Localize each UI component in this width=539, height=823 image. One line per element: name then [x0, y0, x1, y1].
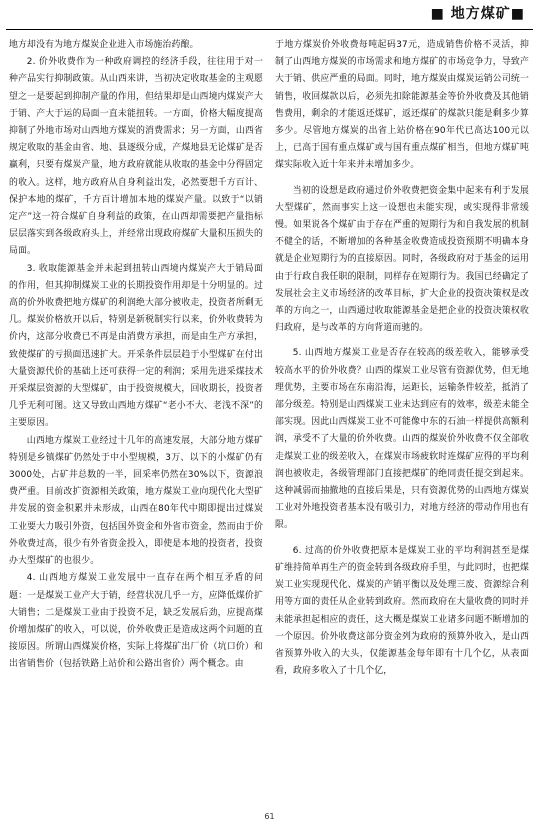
paragraph: 2. 价外收费作为一种政府调控的经济手段，往往用于对一种产品实行抑制政策。从山西来讲，当初决定收取基金的主观愿望之一是要起到抑制产量的作用，但结果却是山西境内煤炭产大于销、产大于运的局面一直未能扭转。一方面，价格大幅度提高抑制了外地市场对山西地方煤炭的消费需求；另一方面，山西省规定收取的基金由省、地、县逐级分成，产煤地县无论煤矿是否赢利，只要有煤炭产量，地方政府就能从收取的基金中分得固定的收入。这样，地方政府从自身利益出发，必然要想千方百计、保护本地的煤矿，千方百计增加本地的煤炭产量。以致于“以销定产”这一符合煤矿自身利益的政策，在山西却需要把产量指标层层落实到各级政府头上，并经常出现政府煤矿大量积压损失的局面。 [9, 57, 263, 257]
section-header-title: ■ 地方煤矿■ [430, 6, 525, 22]
paragraph: 于地方煤炭价外收费每吨起码37元，造成销售价格不灵活，抑制了山西地方煤炭的市场需求和地方煤矿的市场竞争力，导致产大于销、供应严重的局面。同时，地方煤炭由煤炭运销公司统一销售，收回煤款以后，必须先扣除能源基金等价外收费及其他销售费用，剩余的才能返还煤矿，返还煤矿的煤款只能是剩多少算多少。尽管地方煤炭的出省上站价格在90年代已高达100元以上，已高于国有重点煤矿或与国有重点煤矿相当，但地方煤矿吨煤实际收入近十年来并未增加多少。 [275, 40, 529, 171]
header-rule [6, 29, 533, 30]
paragraph: 山西地方煤炭工业经过十几年的高速发展，大部分地方煤矿特别是乡镇煤矿仍然处于中小型规模，3万、以下的小煤矿仍有3000处，占矿井总数的一半，回采率仍然在30%以下，资源浪费严重。目前改扩资源相关政策，地方煤炭工业向现代化大型矿井发展的资金积累并未形成，山西在80年代中期即提出过煤炭工业要大力吸引外资，包括国外资金和外省市资金，然而由于价外收费过高，很少有外省资金投入，即使是本地的投资者，投资办大型煤矿的也很少。 [9, 435, 263, 567]
paragraph: 地方却没有为地方煤炭企业进入市场施治药酿。 [9, 40, 199, 50]
text-columns [9, 37, 530, 807]
paragraph: 6. 过高的价外收费把原本是煤炭工业的平均利润甚至是煤矿维持简单再生产的资金转到各级政府手里，与此同时，也把煤炭工业实现现代化、煤炭的产销平衡以及处理三废、资源综合利用等方面的责任从企业转到政府。然而政府在大量收费的同时并未能承担起相应的责任，这大概是煤炭工业诸多问题不断增加的一个原因。价外收费这部分资金列为政府的预算外收入，是山西省预算外收入的大头，仅能源基金每年即有十几个亿，从表面看，政府多收入了十几个亿， [275, 545, 529, 677]
paragraph: 当初的设想是政府通过价外收费把资金集中起来有利于发展大型煤矿，然而事实上这一设想也未能实现，或实现得非常缓慢。如果说各个煤矿由于存在严重的短期行为和自我发展的机制不健全的话，不断增加的各种基金收费造成投资预期不明确本身就是企业短期行为的直接原因。同时，各级政府对于基金的运用由于行政自我任职的限制，同样存在短期行为。我国已经确定了发展社会主义市场经济的改革目标，扩大企业的投资决策权是改革的方向之一，山西通过收取能源基金是把企业的投资决策权收归政府，是与改革的方向背道而驰的。 [275, 185, 529, 334]
right-column [275, 37, 529, 807]
page-number: 61 [264, 812, 275, 821]
left-column [9, 37, 263, 807]
paragraph: 4. 山西地方煤炭工业发展中一直存在两个相互矛盾的问题：一是煤炭工业产大于销，经营状况几乎一方，应降低煤价扩大销售；二是煤炭工业由于投资不足，缺乏发展后劲，应提高煤价增加煤矿的收入，可以说，价外收费正是造成这两个问题的直接原因。所谓山西煤炭价格，实际上将煤矿出厂价（坑口价）和出省销售价（包括铁路上站价和公路出省价）两个概念。由 [9, 573, 263, 670]
paragraph: 5. 山西地方煤炭工业是否存在较高的级差收入，能够承受较高水平的价外收费？山西的煤炭工业尽管有资源优势，但无地理优势，主要市场在东南沿海，运距长，运输条件较差，抵消了部分级差。特别是山西煤炭工业未达到应有的效率，级差未能全部实现。因此山西煤炭工业不可能像中东的石油一样提供高额利润，承受不了大量的价外收费。山西的煤炭价外收费不仅全部收走煤炭工业的级差收入，在煤炭市场疲软时连煤矿应得的平均利润也被收走，各级管理部门直接把煤矿的绝同责任提交到起来。这种减弱而抽撤地的直接后果是，只有资源优势的山西地方煤炭工业对外地投资者基本没有吸引力，对地方经济的带动作用也有限。 [275, 348, 529, 531]
paragraph: 3. 收取能源基金并未起到扭转山西境内煤炭产大于销局面的作用，但其抑制煤炭工业的长期投资作用却是十分明显的。过高的价外收费把地方煤矿的利润绝大部分被收走，投资者所剩无几。煤炭价格放开以后，特别是新税制实行以来，价外收费转为价内，这部分收费已不再是由消费方承担，而是由生产方承担，致使煤矿的亏损面迅速扩大。开采条件层层趋于小型煤矿在付出大量资源代价的基础上还可获得一定的利润；采用先进采煤技术开采煤层资源的大型煤矿，由于投资规模大，回收期长，投资者几乎无利可图。这又导致山西地方煤矿“老小不大、老浅不深”的主要原因。 [9, 263, 263, 429]
